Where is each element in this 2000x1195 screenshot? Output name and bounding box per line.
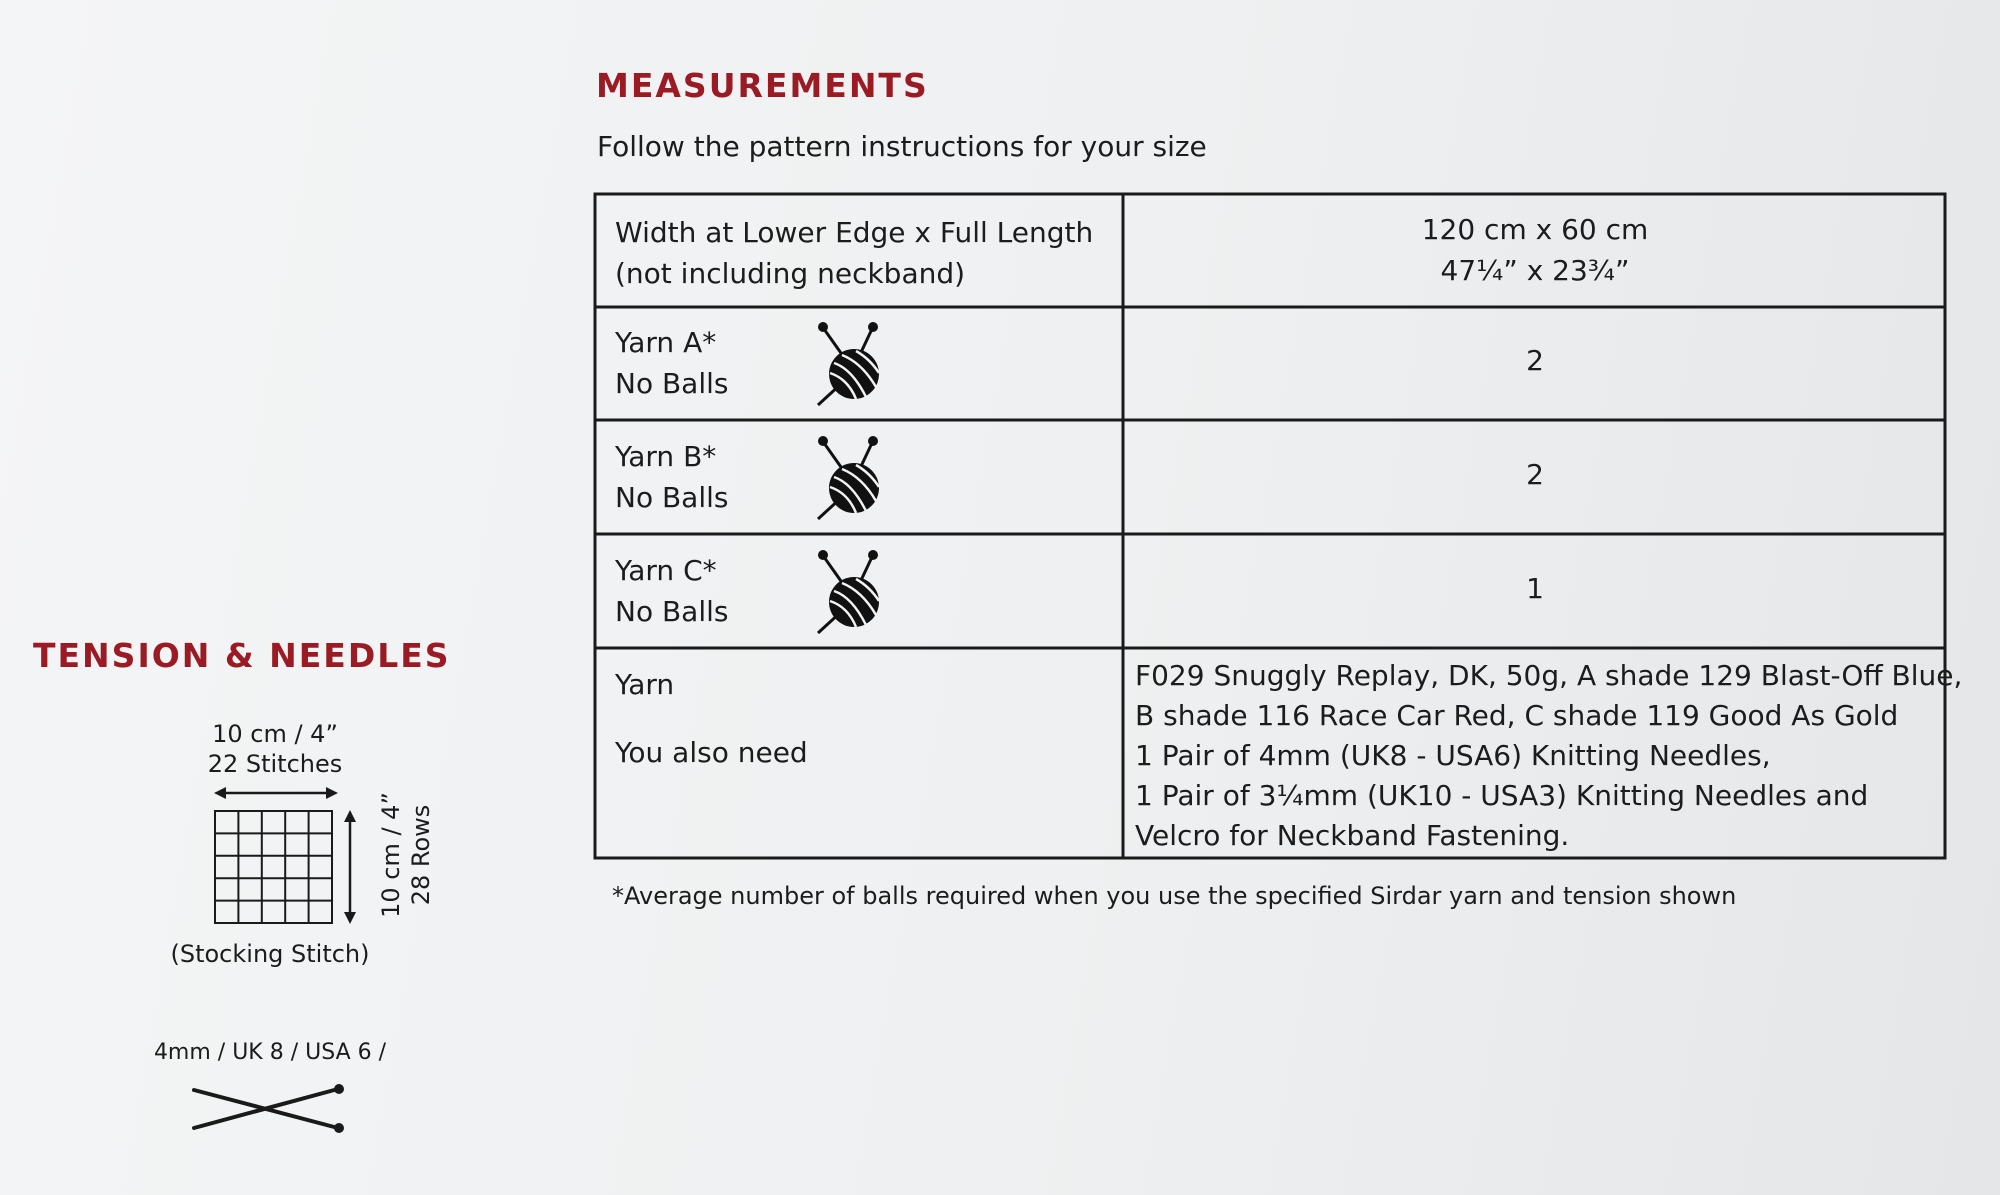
yarn-c-unit: No Balls [615, 595, 729, 628]
yarn-b-name: Yarn B* [615, 440, 717, 473]
size-value-inches: 47¼” x 23¾” [1440, 254, 1630, 287]
footnote: *Average number of balls required when you use the specified Sirdar yarn and tension shown [612, 882, 1737, 910]
measurements-heading: MEASUREMENTS [596, 66, 929, 105]
needle-size-label: 4mm / UK 8 / USA 6 / [153, 1040, 387, 1065]
tension-stitches-label: 22 Stitches [207, 750, 343, 778]
yarn-c-name: Yarn C* [615, 554, 717, 587]
size-value-cell [1125, 209, 1945, 291]
yarn-c-value: 1 [1526, 572, 1544, 605]
details-line: 1 Pair of 3¼mm (UK10 - USA3) Knitting Needles and [1135, 779, 1869, 812]
measurements-intro: Follow the pattern instructions for your size [597, 130, 1207, 163]
yarn-b-label-cell [615, 436, 729, 518]
yarn-ball-icon [808, 319, 888, 409]
tension-rows-label: 28 Rows [407, 804, 435, 906]
stitch-type-label: (Stocking Stitch) [170, 940, 370, 968]
details-line: 1 Pair of 4mm (UK8 - USA6) Knitting Needles, [1135, 739, 1771, 772]
yarn-ball-icon [808, 433, 888, 523]
tension-height-label: 10 cm / 4” [377, 792, 405, 918]
details-line: B shade 116 Race Car Red, C shade 119 Good As Gold [1135, 699, 1899, 732]
details-line: F029 Snuggly Replay, DK, 50g, A shade 129 Blast-Off Blue, [1135, 659, 1963, 692]
yarn-c-label-cell [615, 550, 729, 632]
knitting-needles-icon [190, 1080, 350, 1135]
tension-needles-heading: TENSION & NEEDLES [33, 636, 451, 675]
yarn-a-label-cell [615, 322, 729, 404]
yarn-a-name: Yarn A* [615, 326, 717, 359]
yarn-b-value: 2 [1526, 458, 1544, 491]
details-line: Velcro for Neckband Fastening. [1135, 819, 1570, 852]
yarn-a-unit: No Balls [615, 367, 729, 400]
also-need-label: You also need [615, 736, 808, 769]
tension-width-label: 10 cm / 4” [212, 720, 338, 748]
size-label-cell [615, 212, 1093, 294]
measurements-table [593, 192, 1963, 862]
size-label-line1: Width at Lower Edge x Full Length [615, 216, 1094, 249]
yarn-details-cell [1135, 656, 1962, 856]
yarn-ball-icon [808, 547, 888, 637]
size-label-line2: (not including neckband) [615, 257, 966, 290]
yarn-a-value: 2 [1526, 344, 1544, 377]
yarn-b-unit: No Balls [615, 481, 729, 514]
size-value-cm: 120 cm x 60 cm [1421, 213, 1649, 246]
yarn-label: Yarn [615, 668, 675, 701]
